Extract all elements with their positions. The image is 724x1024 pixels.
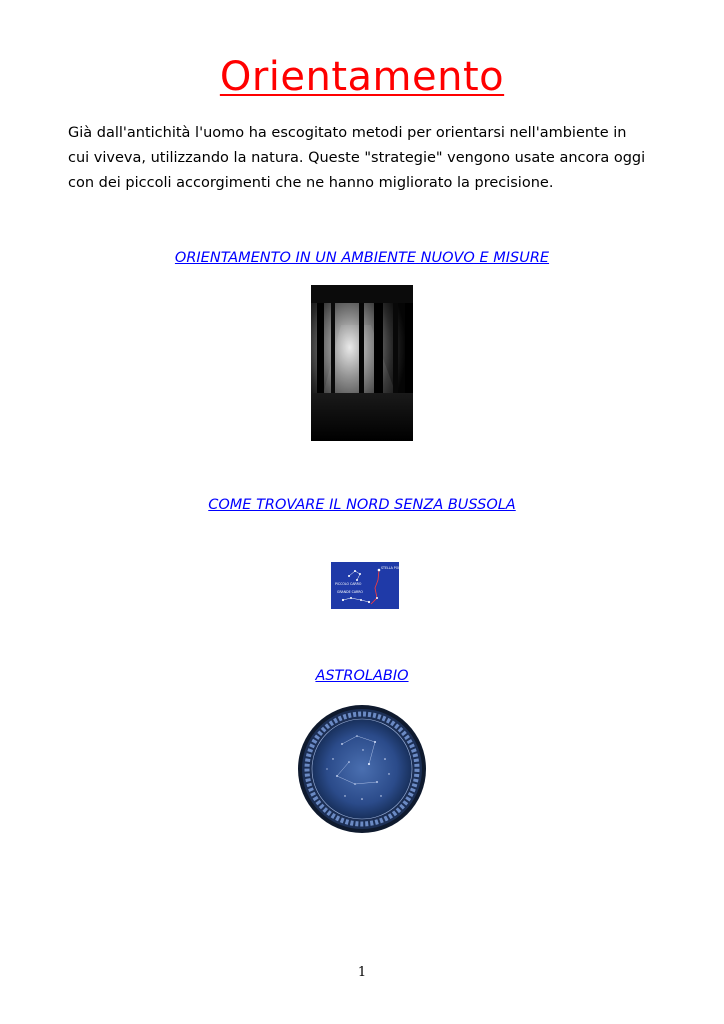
forest-image (311, 285, 413, 441)
label-grande-carro: GRANDE CARRO (337, 590, 363, 594)
constellation-image (331, 562, 407, 609)
astrolabe-disc-icon (297, 704, 427, 834)
label-piccolo-carro: PICCOLO CARRO (335, 582, 362, 586)
north-star-map-icon (331, 562, 407, 609)
forest-photo-icon (311, 285, 413, 441)
astrolabe-image (297, 704, 427, 834)
intro-paragraph: Già dall'antichità l'uomo ha escogitato metodi per orientarsi nell'ambiente in cui viveva, utilizzando la natura. Queste "strategie" vengono usate ancora oggi con dei piccoli accorgimenti che ne hanno migliorato la precisione. (68, 125, 646, 191)
link-trovare-nord[interactable]: COME TROVARE IL NORD SENZA BUSSOLA (208, 497, 516, 513)
page-title: Orientamento (219, 54, 505, 100)
link-orientamento-ambiente[interactable]: ORIENTAMENTO IN UN AMBIENTE NUOVO E MISURE (174, 250, 550, 266)
link-astrolabio[interactable]: ASTROLABIO (315, 668, 409, 684)
page-number: 1 (357, 965, 367, 980)
label-stella-polare: STELLA POLARE (381, 566, 407, 570)
